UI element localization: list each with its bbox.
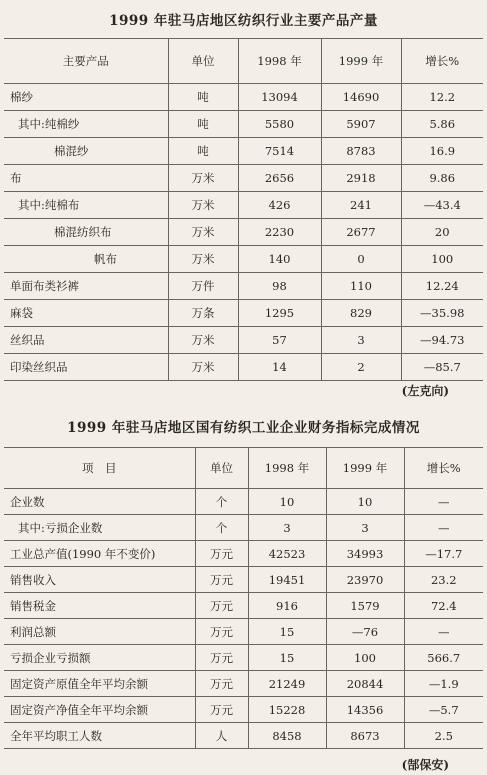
row-growth: 5.86 xyxy=(401,111,483,138)
row-value-1999: 8673 xyxy=(326,723,404,749)
table-row xyxy=(4,273,483,300)
table2-author: (郜保安) xyxy=(401,758,449,772)
row-value-1999: 110 xyxy=(321,273,401,300)
row-unit: 万米 xyxy=(168,165,238,192)
row-unit: 万元 xyxy=(195,619,248,645)
row-unit: 万米 xyxy=(168,354,238,381)
table-row xyxy=(4,723,483,749)
row-unit: 个 xyxy=(195,489,248,515)
table-row xyxy=(4,645,483,671)
row-value-1998: 426 xyxy=(238,192,321,219)
row-value-1998: 57 xyxy=(238,327,321,354)
table-row xyxy=(4,192,483,219)
row-value-1999: 34993 xyxy=(326,541,404,567)
row-name: 工业总产值(1990 年不变价) xyxy=(4,541,195,567)
row-unit: 万件 xyxy=(168,273,238,300)
row-value-1998: 42523 xyxy=(248,541,326,567)
row-name: 利润总额 xyxy=(4,619,195,645)
row-name: 全年平均职工人数 xyxy=(4,723,195,749)
row-growth: — xyxy=(404,515,483,541)
row-value-1998: 2656 xyxy=(238,165,321,192)
table-row xyxy=(4,515,483,541)
table-row xyxy=(4,593,483,619)
row-name: 棉混纺织布 xyxy=(4,219,168,246)
row-value-1999: 1579 xyxy=(326,593,404,619)
row-value-1999: 20844 xyxy=(326,671,404,697)
row-name: 其中:纯棉布 xyxy=(4,192,168,219)
header-1999: 1999 年 xyxy=(321,39,401,84)
row-unit: 万元 xyxy=(195,671,248,697)
row-value-1998: 10 xyxy=(248,489,326,515)
row-value-1999: 2 xyxy=(321,354,401,381)
table-row xyxy=(4,138,483,165)
row-growth: — xyxy=(404,619,483,645)
row-value-1998: 1295 xyxy=(238,300,321,327)
row-value-1998: 19451 xyxy=(248,567,326,593)
table-row xyxy=(4,111,483,138)
table-row xyxy=(4,327,483,354)
row-name: 棉混纱 xyxy=(4,138,168,165)
row-unit: 万元 xyxy=(195,697,248,723)
row-growth: —1.9 xyxy=(404,671,483,697)
header-item: 项 目 xyxy=(4,448,195,489)
row-unit: 吨 xyxy=(168,138,238,165)
row-unit: 万米 xyxy=(168,327,238,354)
row-name: 固定资产净值全年平均余额 xyxy=(4,697,195,723)
row-unit: 万米 xyxy=(168,192,238,219)
table-row xyxy=(4,219,483,246)
row-unit: 万条 xyxy=(168,300,238,327)
table-row xyxy=(4,84,483,111)
row-growth: —17.7 xyxy=(404,541,483,567)
row-value-1999: 100 xyxy=(326,645,404,671)
row-value-1998: 15228 xyxy=(248,697,326,723)
table-row xyxy=(4,697,483,723)
table-row xyxy=(4,541,483,567)
table-header-row xyxy=(4,39,483,84)
row-value-1998: 15 xyxy=(248,645,326,671)
row-unit: 人 xyxy=(195,723,248,749)
row-unit: 万元 xyxy=(195,541,248,567)
row-growth: 9.86 xyxy=(401,165,483,192)
row-value-1999: 14356 xyxy=(326,697,404,723)
row-growth: 12.2 xyxy=(401,84,483,111)
row-growth: 566.7 xyxy=(404,645,483,671)
row-name: 棉纱 xyxy=(4,84,168,111)
header-1998: 1998 年 xyxy=(248,448,326,489)
row-value-1999: 241 xyxy=(321,192,401,219)
row-name: 其中:亏损企业数 xyxy=(4,515,195,541)
header-growth: 增长% xyxy=(401,39,483,84)
row-value-1998: 15 xyxy=(248,619,326,645)
row-name: 亏损企业亏损额 xyxy=(4,645,195,671)
row-value-1999: —76 xyxy=(326,619,404,645)
table1-author: (左克向) xyxy=(401,384,449,398)
table-row xyxy=(4,354,483,381)
row-value-1998: 5580 xyxy=(238,111,321,138)
row-value-1999: 829 xyxy=(321,300,401,327)
row-growth: —35.98 xyxy=(401,300,483,327)
row-name: 布 xyxy=(4,165,168,192)
row-growth: 12.24 xyxy=(401,273,483,300)
row-name: 固定资产原值全年平均余额 xyxy=(4,671,195,697)
row-name: 印染丝织品 xyxy=(4,354,168,381)
row-name: 销售收入 xyxy=(4,567,195,593)
row-unit: 万元 xyxy=(195,593,248,619)
header-1998: 1998 年 xyxy=(238,39,321,84)
row-growth: — xyxy=(404,489,483,515)
row-value-1998: 7514 xyxy=(238,138,321,165)
header-unit: 单位 xyxy=(195,448,248,489)
row-growth: 72.4 xyxy=(404,593,483,619)
table-row xyxy=(4,165,483,192)
row-growth: 16.9 xyxy=(401,138,483,165)
row-growth: 23.2 xyxy=(404,567,483,593)
row-value-1998: 21249 xyxy=(248,671,326,697)
row-name: 单面布类衫裤 xyxy=(4,273,168,300)
row-growth: —43.4 xyxy=(401,192,483,219)
row-name: 企业数 xyxy=(4,489,195,515)
row-value-1999: 14690 xyxy=(321,84,401,111)
row-unit: 万元 xyxy=(195,645,248,671)
row-unit: 万元 xyxy=(195,567,248,593)
row-unit: 吨 xyxy=(168,84,238,111)
row-value-1998: 13094 xyxy=(238,84,321,111)
row-growth: —85.7 xyxy=(401,354,483,381)
table1-title: 1999 年驻马店地区纺织行业主要产品产量 xyxy=(109,13,378,29)
row-value-1998: 3 xyxy=(248,515,326,541)
row-value-1999: 8783 xyxy=(321,138,401,165)
table-row xyxy=(4,671,483,697)
table-row xyxy=(4,567,483,593)
production-table xyxy=(4,38,483,381)
row-unit: 万米 xyxy=(168,246,238,273)
row-growth: 2.5 xyxy=(404,723,483,749)
row-value-1999: 3 xyxy=(326,515,404,541)
table-header-row xyxy=(4,448,483,489)
table-row xyxy=(4,246,483,273)
row-value-1999: 2677 xyxy=(321,219,401,246)
row-unit: 个 xyxy=(195,515,248,541)
row-name: 麻袋 xyxy=(4,300,168,327)
row-unit: 吨 xyxy=(168,111,238,138)
row-value-1999: 23970 xyxy=(326,567,404,593)
row-value-1999: 10 xyxy=(326,489,404,515)
row-unit: 万米 xyxy=(168,219,238,246)
table-row xyxy=(4,300,483,327)
row-value-1998: 8458 xyxy=(248,723,326,749)
row-value-1999: 2918 xyxy=(321,165,401,192)
row-value-1998: 140 xyxy=(238,246,321,273)
row-value-1999: 0 xyxy=(321,246,401,273)
finance-table xyxy=(4,447,483,749)
header-product: 主要产品 xyxy=(4,39,168,84)
row-name: 帆布 xyxy=(4,246,168,273)
header-1999: 1999 年 xyxy=(326,448,404,489)
row-name: 丝织品 xyxy=(4,327,168,354)
row-value-1999: 5907 xyxy=(321,111,401,138)
row-value-1998: 916 xyxy=(248,593,326,619)
row-growth: 20 xyxy=(401,219,483,246)
row-value-1998: 14 xyxy=(238,354,321,381)
table2-title: 1999 年驻马店地区国有纺织工业企业财务指标完成情况 xyxy=(67,420,420,436)
row-name: 其中:纯棉纱 xyxy=(4,111,168,138)
row-growth: 100 xyxy=(401,246,483,273)
table-row xyxy=(4,619,483,645)
row-value-1998: 98 xyxy=(238,273,321,300)
row-growth: —5.7 xyxy=(404,697,483,723)
header-unit: 单位 xyxy=(168,39,238,84)
row-value-1998: 2230 xyxy=(238,219,321,246)
table-row xyxy=(4,489,483,515)
row-name: 销售税金 xyxy=(4,593,195,619)
header-growth: 增长% xyxy=(404,448,483,489)
row-value-1999: 3 xyxy=(321,327,401,354)
row-growth: —94.73 xyxy=(401,327,483,354)
